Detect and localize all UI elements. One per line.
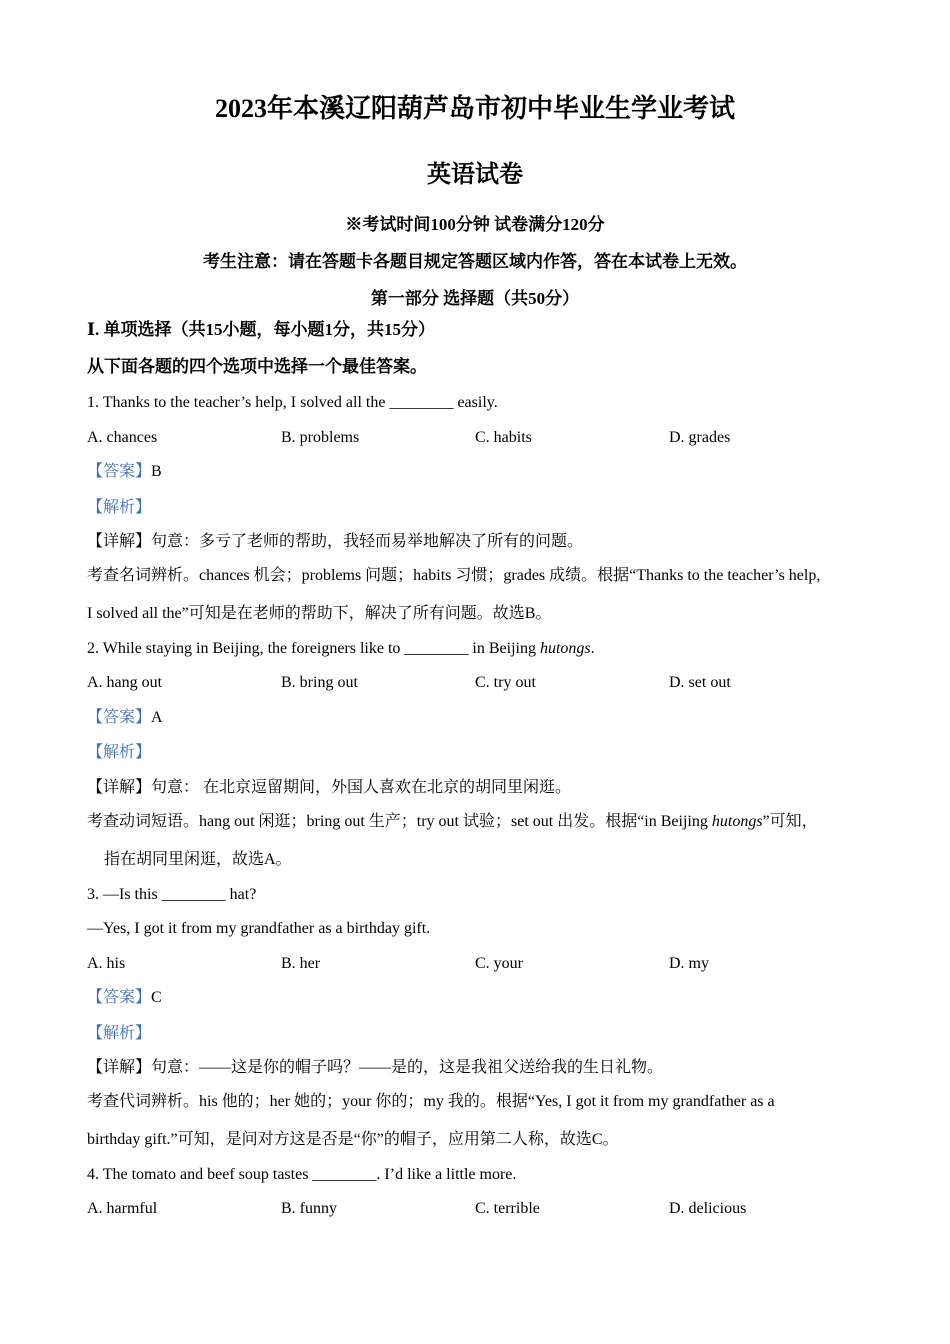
question-4-option-a: A. harmful [87,1200,158,1217]
detail-tag: 【详解】 [87,779,152,796]
question-1-option-c: C. habits [475,429,532,446]
question-2-explanation-1 [87,812,818,832]
question-3-option-a: A. his [87,955,126,972]
question-2-option-d: D. set out [669,674,731,691]
question-3-explanation-1: 考查代词辨析。his 他的；her 她的；your 你的；my 我的。根据“Yes, I got it from my grandfather as a [87,1093,775,1110]
question-3-option-b: B. her [281,955,321,972]
answer-tag: 【答案】 [87,989,152,1006]
question-2-option-c: C. try out [475,674,536,691]
detail-text: 句意：多亏了老师的帮助，我轻而易举地解决了所有的问题。 [151,533,584,550]
question-4-option-c: C. terrible [475,1200,540,1217]
exam-notice: 考生注意：请在答题卡各题目规定答题区域内作答，答在本试卷上无效。 [203,252,747,271]
question-3-stem: 3. —Is this ________ hat? [87,886,257,903]
answer-tag: 【答案】 [87,709,152,726]
question-1-answer [87,462,162,482]
exam-subtitle: 英语试卷 [427,162,523,188]
detail-tag: 【详解】 [87,1059,152,1076]
answer-tag: 【答案】 [87,463,152,480]
question-3-analysis-tag: 【解析】 [87,1025,152,1042]
question-4-stem: 4. The tomato and beef soup tastes ________. I’d like a little more. [87,1166,517,1183]
detail-text: 句意： 在北京逗留期间，外国人喜欢在北京的胡同里闲逛。 [151,779,572,796]
question-2-stem [87,639,595,659]
question-2-analysis-tag: 【解析】 [87,744,152,761]
question-4-option-b: B. funny [281,1200,337,1217]
question-1-option-d: D. grades [669,429,731,446]
question-2-option-b: B. bring out [281,674,358,691]
explanation-text: 考查动词短语。hang out 闲逛；bring out 生产；try out 试验；set out 出发。根据“in Beijing [87,813,712,830]
section-instruction: 从下面各题的四个选项中选择一个最佳答案。 [87,357,427,376]
detail-text: 句意：——这是你的帽子吗？——是的，这是我祖父送给我的生日礼物。 [151,1059,664,1076]
explanation-italic: hutongs [711,813,763,830]
question-1-option-b: B. problems [281,429,360,446]
answer-value: B [151,463,162,480]
question-2-explanation-2: 指在胡同里闲逛，故选A。 [104,851,292,868]
exam-title: 2023年本溪辽阳葫芦岛市初中毕业生学业考试 [214,94,735,123]
question-2-detail [87,778,571,798]
answer-value: C [151,989,162,1006]
stem-italic: hutongs [539,640,591,657]
question-1-explanation-2: I solved all the”可知是在老师的帮助下，解决了所有问题。故选B。 [87,605,552,622]
stem-end: . [590,640,595,657]
part-heading: 第一部分 选择题（共50分） [370,289,580,308]
question-1-detail [87,532,583,552]
question-3-option-d: D. my [669,955,709,972]
question-1-option-a: A. chances [87,429,158,446]
explanation-end: ”可知， [762,813,818,830]
question-1-explanation-1: 考查名词辨析。chances 机会；problems 问题；habits 习惯；grades 成绩。根据“Thanks to the teacher’s help, [87,567,821,584]
question-3-stem-reply: —Yes, I got it from my grandfather as a birthday gift. [87,920,431,937]
question-4-option-d: D. delicious [669,1200,747,1217]
question-3-explanation-2: birthday gift.”可知，是问对方这是否是“你”的帽子，应用第二人称，故选C。 [87,1131,619,1148]
detail-tag: 【详解】 [87,533,152,550]
answer-value: A [151,709,163,726]
question-2-answer [87,708,163,728]
question-3-answer [87,988,162,1008]
section-heading: Ⅰ. 单项选择（共15小题，每小题1分，共15分） [87,320,435,339]
question-3-option-c: C. your [475,955,523,972]
exam-info: ※考试时间100分钟 试卷满分120分 [345,215,605,234]
question-1-stem: 1. Thanks to the teacher’s help, I solved all the ________ easily. [87,394,498,411]
question-1-analysis-tag: 【解析】 [87,499,152,516]
question-2-option-a: A. hang out [87,674,163,691]
stem-text: 2. While staying in Beijing, the foreigners like to ________ in Beijing [87,640,540,657]
question-3-detail [87,1058,663,1078]
